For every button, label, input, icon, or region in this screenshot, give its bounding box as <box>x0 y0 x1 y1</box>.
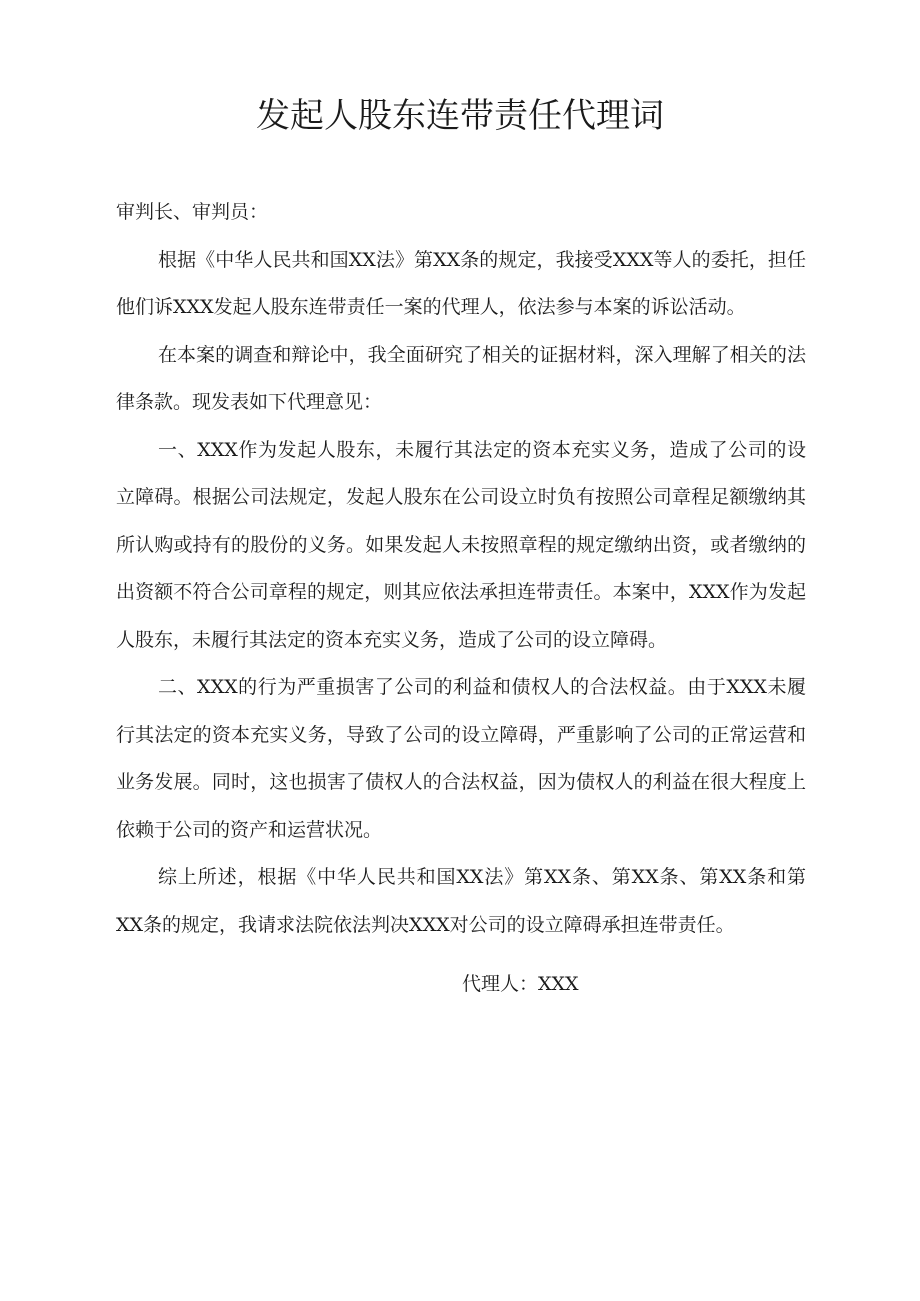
paragraph-opinion-one: 一、XXX作为发起人股东，未履行其法定的资本充实义务，造成了公司的设立障碍。根据公司法规定，发起人股东在公司设立时负有按照公司章程足额缴纳其所认购或持有的股份的义务。如果发起人未按照章程的规定缴纳出资，或者缴纳的出资额不符合公司章程的规定，则其应依法承担连带责任。本案中，XXX作为发起人股东，未履行其法定的资本充实义务，造成了公司的设立障碍。 <box>116 438 806 651</box>
paragraph-opinion-two: 二、XXX的行为严重损害了公司的利益和债权人的合法权益。由于XXX未履行其法定的资本充实义务，导致了公司的设立障碍，严重影响了公司的正常运营和业务发展。同时，这也损害了债权人的合法权益，因为债权人的利益在很大程度上依赖于公司的资产和运营状况。 <box>116 676 806 841</box>
document-body <box>116 189 806 949</box>
paragraph-commission: 根据《中华人民共和国XX法》第XX条的规定，我接受XXX等人的委托，担任他们诉XXX发起人股东连带责任一案的代理人，依法参与本案的诉讼活动。 <box>116 248 806 318</box>
document-title: 发起人股东连带责任代理词 <box>256 96 664 136</box>
agent-signature: 代理人：XXX <box>462 973 579 995</box>
paragraph-conclusion: 综上所述，根据《中华人民共和国XX法》第XX条、第XX条、第XX条和第XX条的规定，我请求法院依法判决XXX对公司的设立障碍承担连带责任。 <box>116 866 806 936</box>
paragraph-investigation: 在本案的调查和辩论中，我全面研究了相关的证据材料，深入理解了相关的法律条款。现发表如下代理意见： <box>116 343 806 413</box>
salutation: 审判长、审判员： <box>116 201 269 223</box>
